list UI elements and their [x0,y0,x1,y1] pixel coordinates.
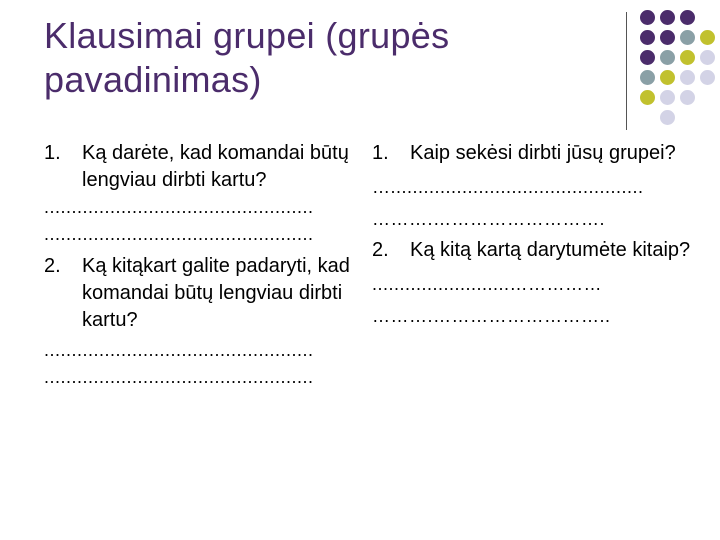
dot [640,90,655,105]
right-question-column [372,140,692,330]
question-item [44,140,364,194]
answer-line[interactable]: ….............................................. [372,177,644,197]
dot [680,30,695,45]
question-text: Ką darėte, kad komandai būtų lengviau dirbti kartu? [82,142,349,191]
answer-line[interactable]: .........................…………… [372,274,603,294]
question-number: 1. [372,142,389,164]
page-title: Klausimai grupei (grupės pavadinimas) [44,15,450,100]
decorative-dot-grid [640,10,720,120]
dot [680,50,695,65]
answer-line[interactable]: ……….……………………….. [372,306,611,326]
question-number: 1. [44,142,61,164]
dot [660,10,675,25]
dot [640,10,655,25]
question-number: 2. [44,255,61,277]
vertical-divider [626,12,627,130]
answer-line[interactable]: ................................................. [44,367,314,387]
answer-line[interactable]: ................................................. [44,340,314,360]
answer-line[interactable]: ……….………………………. [372,209,606,229]
dot [700,70,715,85]
question-item [372,237,692,264]
question-text: Ką kitą kartą darytumėte kitaip? [410,239,691,261]
answer-line[interactable]: ................................................. [44,224,314,244]
dot [700,50,715,65]
dot [680,90,695,105]
question-text: Ką kitąkart galite padaryti, kad komandai būtų lengviau dirbti kartu? [82,255,350,331]
question-text: Kaip sekėsi dirbti jūsų grupei? [410,142,676,164]
question-item [372,140,692,167]
answer-line[interactable]: ................................................. [44,197,314,217]
dot [660,110,675,125]
dot [660,50,675,65]
question-item [44,253,364,334]
dot [660,90,675,105]
dot [680,70,695,85]
question-number: 2. [372,239,389,261]
dot [660,30,675,45]
dot [640,70,655,85]
dot [680,10,695,25]
left-question-column [44,140,364,391]
dot [660,70,675,85]
dot [640,50,655,65]
dot [700,30,715,45]
dot [640,30,655,45]
